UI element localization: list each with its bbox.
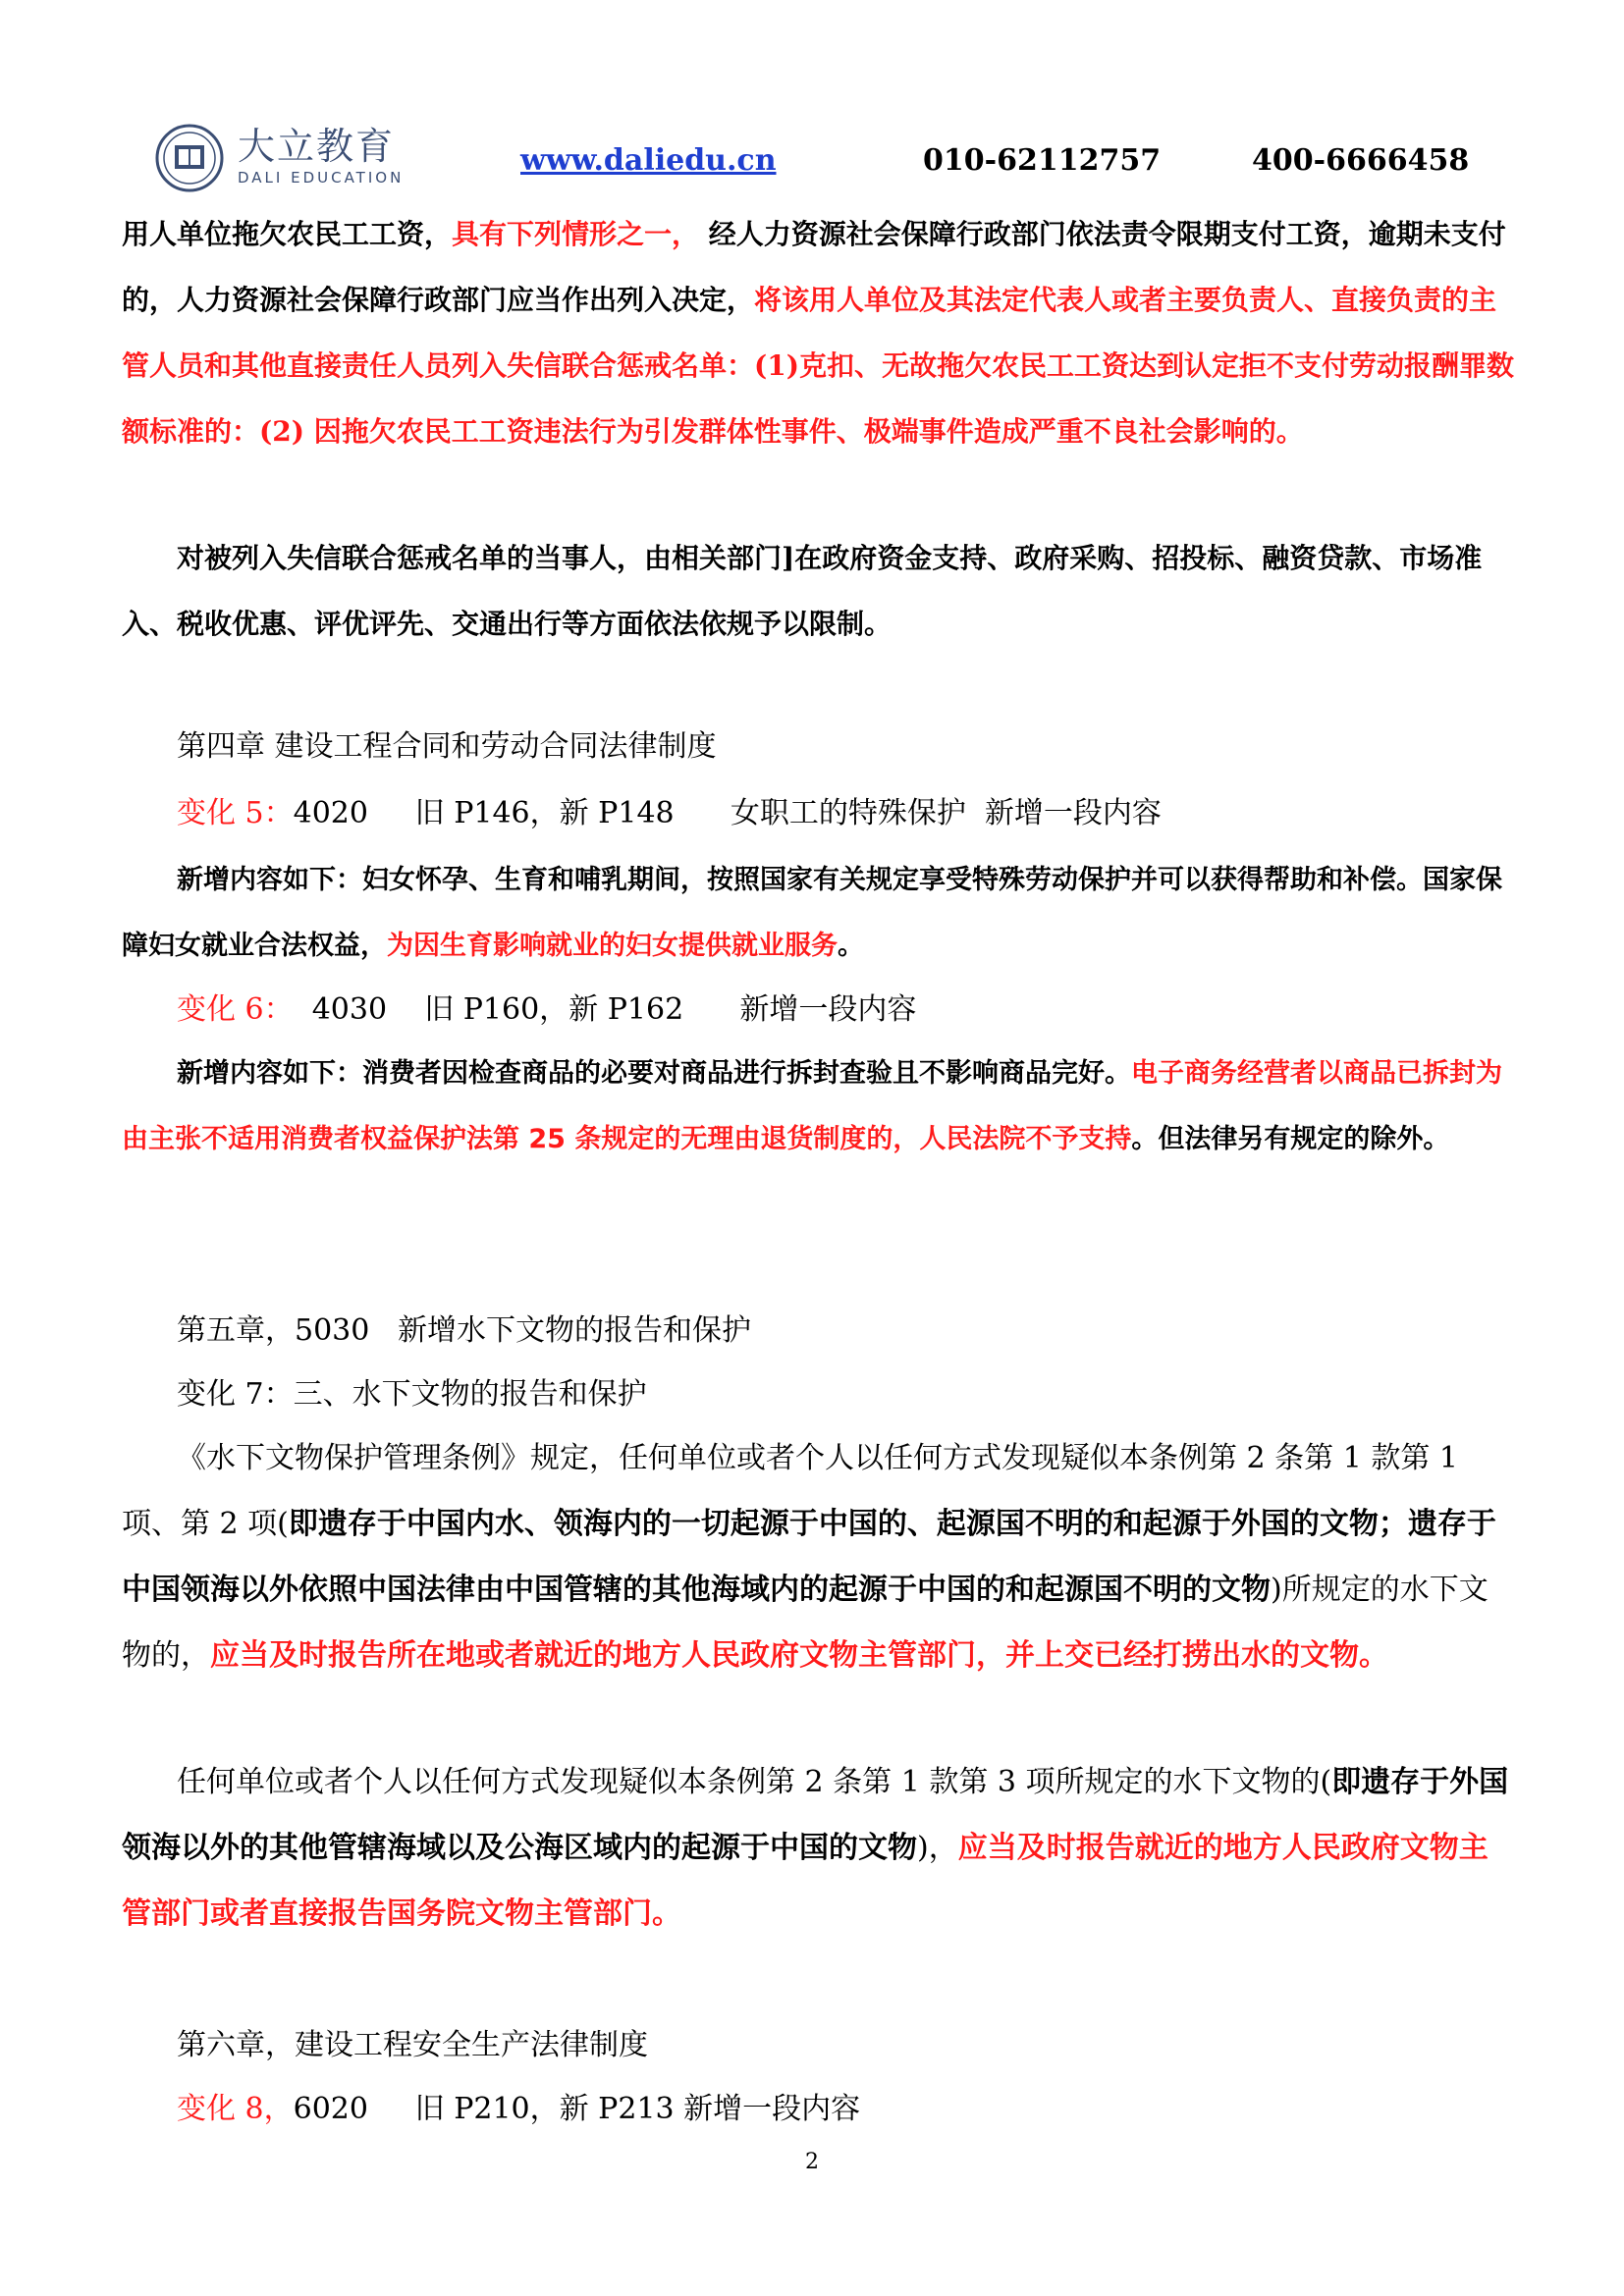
text-span-red: 具有下列情形之一， <box>452 218 700 250</box>
phone-number-1: 010-62112757 <box>923 143 1162 178</box>
underwater-relics-paragraph-1 <box>122 1425 1516 1688</box>
change-6-heading <box>122 977 1516 1042</box>
text-span: 用人单位拖欠农民工工资， <box>122 218 453 250</box>
text-span-red: 应当及时报告所在地或者就近的地方人民政府文物主管部门，并上交已经打捞出水的文物。 <box>210 1638 1388 1673</box>
text-span: 任何单位或者个人以任何方式发现疑似本条例第 2 条第 1 款第 3 项所规定的水下文物的( <box>177 1765 1332 1799</box>
text-span-red: 电子商务经营者以商品已拆封为由主张不适用消费者权益保护法第 25 条规定的无理由退货制度的，人民法院不予支持 <box>122 1058 1502 1154</box>
text-span-bold: 即遗存于中国内水、领海内的一切起源于中国的、起源国不明的和起源于外国的文物；遗存于中国领海以外依照中国法律由中国管辖的其他海域内的起源于中国的和起源国不明的文物 <box>122 1507 1496 1607</box>
text-span-bold: 即遗存于外国领海以外的其他管辖海域以及公海区域内的起源于中国的文物 <box>122 1765 1509 1865</box>
logo-english: DALI EDUCATION <box>238 169 405 187</box>
dali-seal-icon <box>155 124 224 192</box>
change-7-heading: 变化 7：三、水下文物的报告和保护 <box>177 1377 647 1412</box>
paragraph-restrictions: 对被列入失信联合惩戒名单的当事人，由相关部门]在政府资金支持、政府采购、招投标、融资贷款、市场准入、税收优惠、评优评先、交通出行等方面依法依规予以限制。 <box>122 542 1483 640</box>
underwater-relics-paragraph-2 <box>122 1749 1516 1947</box>
text-span-red: 为因生育影响就业的妇女提供就业服务 <box>387 931 838 961</box>
text-span: 经人力资源社会保障行政部门依法责令限期支付工资，逾期未支付的，人力资源社会保障行政部门应当作出列入决定， <box>122 218 1506 316</box>
text-span: )所规定的水下文物的， <box>122 1573 1489 1673</box>
change-5-label: 变化 5： <box>177 796 294 830</box>
page-header <box>147 116 1522 204</box>
chapter-6-title: 第六章，建设工程安全生产法律制度 <box>177 2028 648 2062</box>
text-span: )， <box>917 1831 958 1865</box>
chapter-5-title: 第五章，5030 新增水下文物的报告和保护 <box>177 1313 751 1348</box>
website-link[interactable]: www.daliedu.cn <box>520 143 777 178</box>
text-span: 。 <box>838 931 864 961</box>
change-8-heading <box>122 2076 1516 2142</box>
text-span-red: 将该用人单位及其法定代表人或者主要负责人、直接负责的主管人员和其他直接责任人员列入失信联合惩戒名单：(1)克扣、无故拖欠农民工工资达到认定拒不支付劳动报酬罪数额标准的：(2) 因拖欠农民工工资违法行为引发群体性事件、极端事件造成严重不良社会影响的。 <box>122 284 1514 448</box>
change-5-content <box>122 847 1516 979</box>
phone-number-2: 400-6666458 <box>1252 143 1470 178</box>
text-span: 。但法律另有规定的除外。 <box>1131 1124 1450 1154</box>
text-span-red: 应当及时报告就近的地方人民政府文物主管部门或者直接报告国务院文物主管部门。 <box>122 1831 1489 1931</box>
chapter-4-title: 第四章 建设工程合同和劳动合同法律制度 <box>177 729 717 764</box>
logo-chinese: 大立教育 <box>238 125 396 168</box>
change-8-details: 6020 旧 P210，新 P213 新增一段内容 <box>293 2092 861 2126</box>
text-span: 《水下文物保护管理条例》规定，任何单位或者个人以任何方式发现疑似本条例第 2 条第 1 款第 1 项、第 2 项( <box>122 1441 1458 1541</box>
paragraph-blacklist-conditions <box>122 201 1516 464</box>
change-5-details: 4020 旧 P146，新 P148 女职工的特殊保护 新增一段内容 <box>293 796 1162 830</box>
change-6-label: 变化 6： <box>177 992 294 1027</box>
change-5-heading <box>122 780 1516 846</box>
text-span: 新增内容如下：消费者因检查商品的必要对商品进行拆封查验且不影响商品完好。 <box>177 1058 1131 1089</box>
text-span: 新增内容如下：妇女怀孕、生育和哺乳期间，按照国家有关规定享受特殊劳动保护并可以获得帮助和补偿。国家保障妇女就业合法权益， <box>122 865 1502 961</box>
page-number: 2 <box>805 2150 819 2174</box>
change-6-details: 4030 旧 P160，新 P162 新增一段内容 <box>293 992 917 1027</box>
change-8-label: 变化 8， <box>177 2092 294 2126</box>
change-6-content <box>122 1041 1516 1172</box>
logo-text <box>238 124 463 187</box>
